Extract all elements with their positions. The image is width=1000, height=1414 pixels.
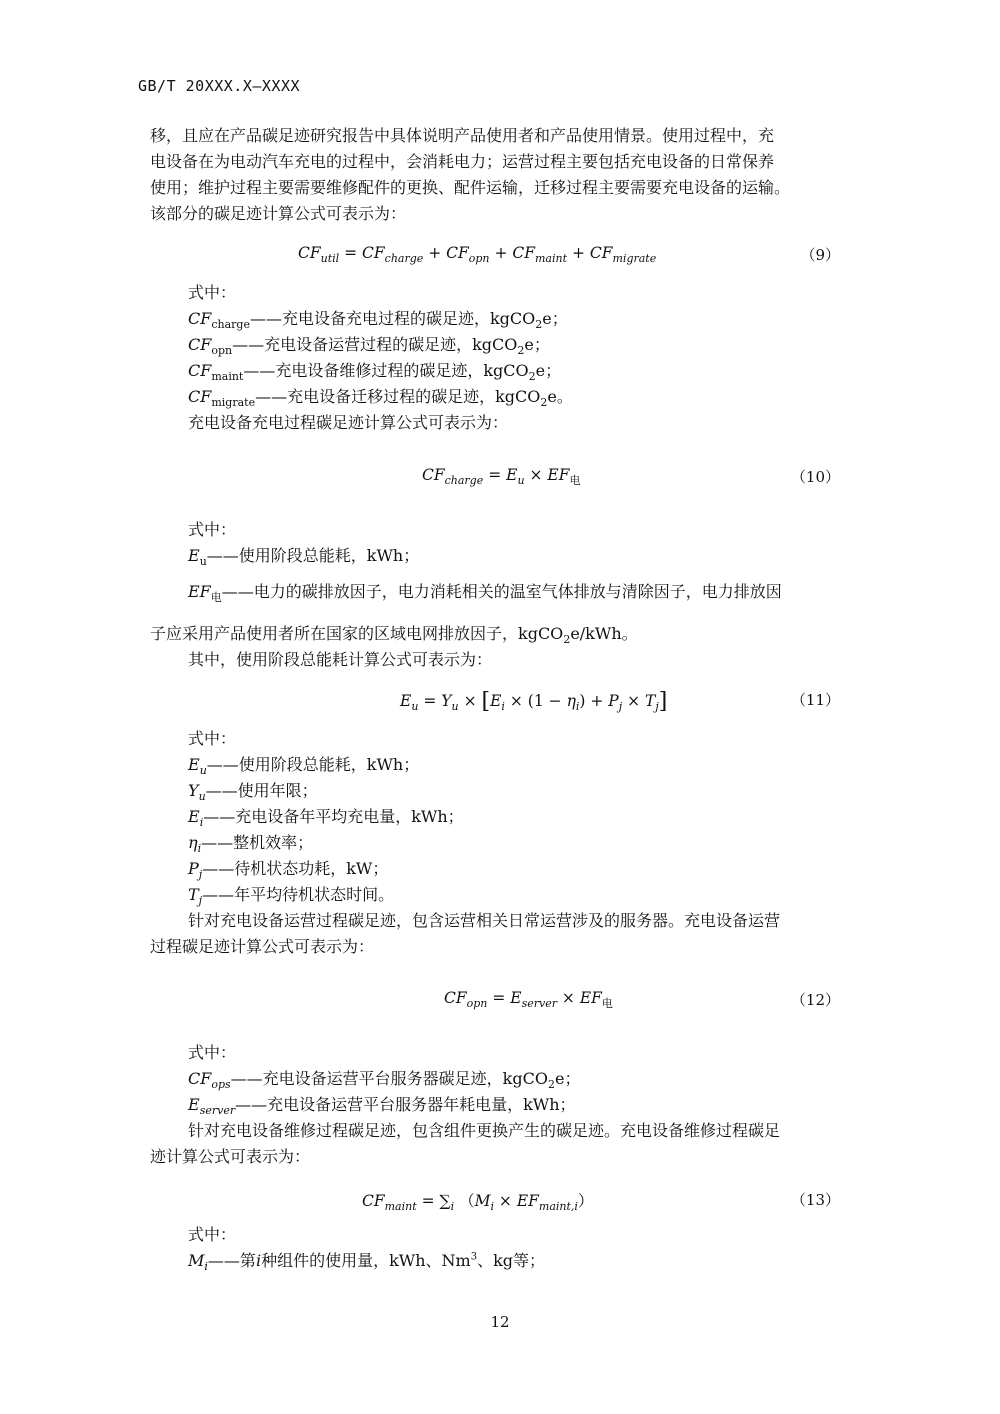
equation-11: $E_u = Y_u \times [E_i \times (1 - \eta_i) + P_j \times T_j]$ xyxy=(400,689,668,714)
body-line: 过程碳足迹计算公式可表示为： xyxy=(150,937,375,956)
where-label: 式中： xyxy=(188,1225,237,1244)
body-line: 其中，使用阶段总能耗计算公式可表示为： xyxy=(188,650,493,669)
where-label: 式中： xyxy=(188,520,237,539)
equation-12: $CF_{opn} = E_{server} \times EF_电$ xyxy=(444,989,613,1010)
equation-number: （10） xyxy=(790,468,840,486)
definition-eta: $\eta_i——$整机效率； xyxy=(188,833,314,855)
body-line: 迹计算公式可表示为： xyxy=(150,1147,311,1166)
definition-cf-ops: $CF_{ops}——$充电设备运营平台服务器碳足迹，kgCO$_2$e； xyxy=(188,1069,581,1091)
definition-cf-charge: $CF_{charge}——$充电设备充电过程的碳足迹，kgCO$_2$e； xyxy=(188,309,568,331)
equation-9: $CF_{util} = CF_{charge} + CF_{opn} + CF_{maint} + CF_{migrate}$ xyxy=(298,244,657,265)
equation-number: （12） xyxy=(790,991,840,1009)
body-line: 针对充电设备运营过程碳足迹，包含运营相关日常运营涉及的服务器。充电设备运营 xyxy=(188,911,781,930)
where-label: 式中： xyxy=(188,283,237,302)
equation-number: （11） xyxy=(790,691,840,709)
equation-number: （13） xyxy=(790,1191,840,1209)
document-code-header: GB/T 20XXX.X—XXXX xyxy=(138,77,301,95)
body-line: 移，且应在产品碳足迹研究报告中具体说明产品使用者和产品使用情景。使用过程中，充 xyxy=(150,126,775,145)
where-label: 式中： xyxy=(188,729,237,748)
definition-ei: $E_i——$充电设备年平均充电量，kWh； xyxy=(188,807,464,829)
definition-e-server: $E_{server}——$充电设备运营平台服务器年耗电量，kWh； xyxy=(188,1095,576,1117)
definition-cf-maint: $CF_{maint}——$充电设备维修过程的碳足迹，kgCO$_2$e； xyxy=(188,361,562,383)
definition-ef: $EF_电——$电力的碳排放因子，电力消耗相关的温室气体排放与清除因子，电力排放因 xyxy=(188,582,782,604)
body-line: 使用；维护过程主要需要维修配件的更换、配件运输，迁移过程主要需要充电设备的运输。 xyxy=(150,178,791,197)
equation-10: $CF_{charge} = E_u \times EF_电$ xyxy=(422,466,581,487)
equation-13: $CF_{maint} = \sum_i$ $(M_i \times EF_{maint,i})$ xyxy=(362,1192,594,1213)
where-label: 式中： xyxy=(188,1043,237,1062)
definition-eu: $E_u——$使用阶段总能耗，kWh； xyxy=(188,546,420,568)
definition-mi: $M_i——$第i种组件的使用量，kWh、Nm$^3$、kg等； xyxy=(188,1251,546,1273)
definition-cf-opn: $CF_{opn}——$充电设备运营过程的碳足迹，kgCO$_2$e； xyxy=(188,335,550,357)
body-line: 电设备在为电动汽车充电的过程中，会消耗电力；运营过程主要包括充电设备的日常保养 xyxy=(150,152,775,171)
body-line: 该部分的碳足迹计算公式可表示为： xyxy=(150,204,407,223)
definition-tj: $T_j——$年平均待机状态时间。 xyxy=(188,885,395,907)
definition-cf-migrate: $CF_{migrate}——$充电设备迁移过程的碳足迹，kgCO$_2$e。 xyxy=(188,387,573,409)
definition-pj: $P_j——$待机状态功耗，kW； xyxy=(188,859,389,881)
page-number: 12 xyxy=(490,1313,510,1331)
body-line: 针对充电设备维修过程碳足迹，包含组件更换产生的碳足迹。充电设备维修过程碳足 xyxy=(188,1121,781,1140)
definition-yu: $Y_u——$使用年限； xyxy=(188,781,318,803)
body-line: 充电设备充电过程碳足迹计算公式可表示为： xyxy=(188,413,509,432)
body-line: 子应采用产品使用者所在国家的区域电网排放因子，kgCO$_2$e/kWh。 xyxy=(150,624,638,646)
equation-number: （9） xyxy=(800,246,840,264)
definition-eu: $E_u——$使用阶段总能耗，kWh； xyxy=(188,755,420,777)
